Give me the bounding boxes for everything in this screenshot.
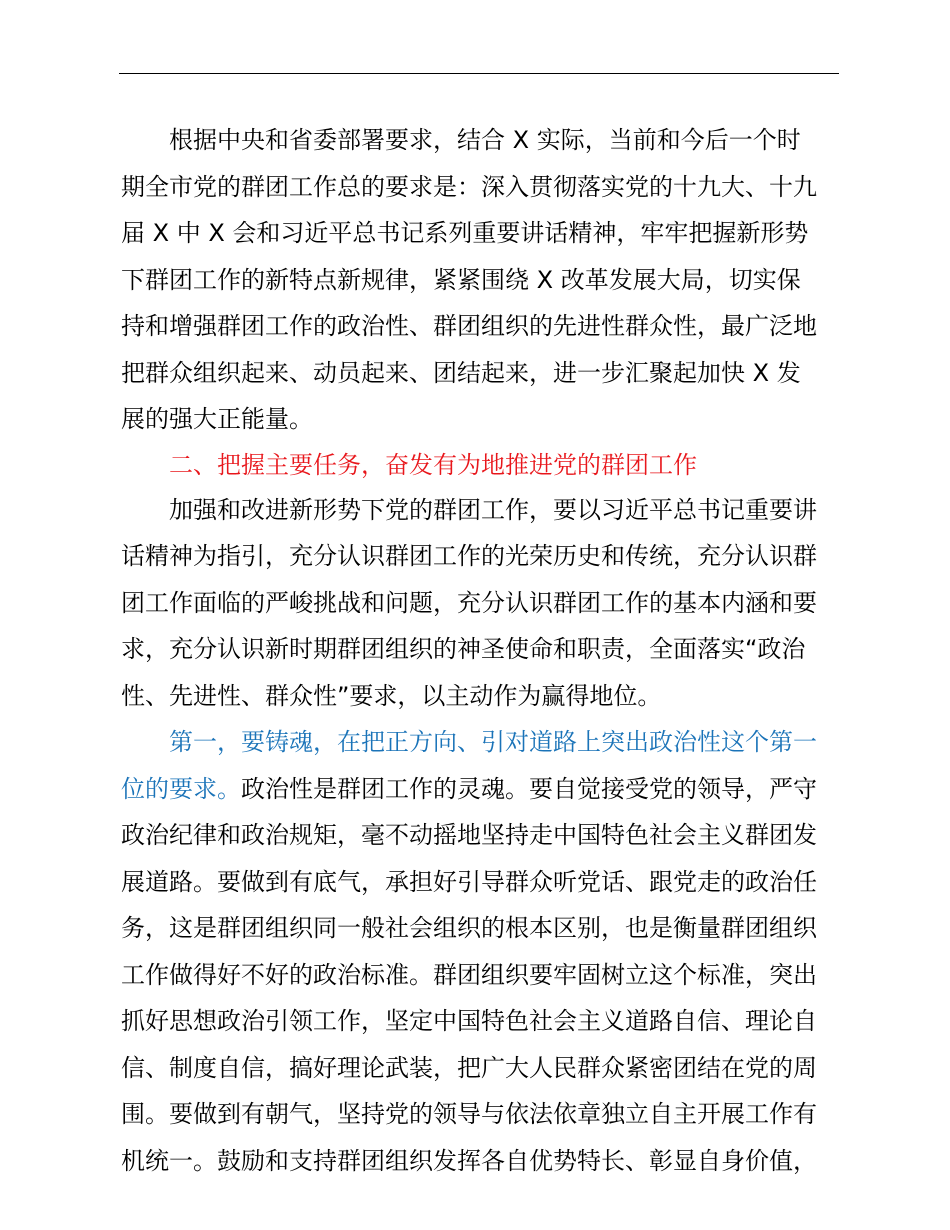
paragraph-first-point — [121, 719, 841, 1184]
text-line: 展的强大正能量。 — [121, 405, 313, 433]
text-line: 求，充分认识新时期群团组织的神圣使命和职责，全面落实“政治 — [121, 635, 806, 663]
text-line: 把群众组织起来、动员起来、团结起来，进一步汇聚起加快 X 发 — [121, 358, 801, 387]
section-heading: 二、把握主要任务，奋发有为地推进党的群团工作 — [169, 450, 697, 479]
text-line: 话精神为指引，充分认识群团工作的光荣历史和传统，充分认识群 — [121, 542, 817, 570]
text-line: 务，这是群团组织同一般社会组织的根本区别，也是衡量群团组织 — [121, 914, 817, 942]
text-line: 加强和改进新形势下党的群团工作，要以习近平总书记重要讲 — [169, 495, 817, 524]
text-line: 根据中央和省委部署要求，结合 X 实际，当前和今后一个时 — [169, 126, 801, 154]
text-line: 团工作面临的严峻挑战和问题，充分认识群团工作的基本内涵和要 — [121, 588, 817, 617]
mixed-line — [121, 766, 841, 813]
paragraph-requirements — [121, 117, 841, 443]
text-line: 下群团工作的新特点新规律，紧紧围绕 X 改革发展大局，切实保 — [121, 265, 801, 294]
text-line: 期全市党的群团工作总的要求是：深入贯彻落实党的十九大、十九 — [121, 172, 817, 201]
text-line: 展道路。要做到有底气，承担好引导群众听党话、跟党走的政治任 — [121, 867, 817, 896]
text-line: 机统一。鼓励和支持群团组织发挥各自优势特长、彰显自身价值， — [121, 1146, 817, 1175]
text-line: 抓好思想政治引领工作，坚定中国特色社会主义道路自信、理论自 — [121, 1007, 817, 1035]
text-line: 届 X 中 X 会和习近平总书记系列重要讲话精神，牢牢把握新形势 — [121, 219, 809, 247]
emphasis-line: 第一，要铸魂，在把正方向、引对道路上突出政治性这个第一 — [169, 728, 817, 756]
text-line: 工作做得好不好的政治标准。群团组织要牢固树立这个标准，突出 — [121, 960, 817, 989]
document-body — [121, 117, 841, 1184]
emphasis-text: 位的要求。 — [121, 774, 241, 803]
paragraph-tasks — [121, 487, 841, 720]
text-line: 性、先进性、群众性”要求，以主动作为赢得地位。 — [121, 681, 662, 710]
text-line: 围。要做到有朝气，坚持党的领导与依法依章独立自主开展工作有 — [121, 1100, 817, 1128]
text-line: 信、制度自信，搞好理论武装，把广大人民群众紧密团结在党的周 — [121, 1053, 817, 1082]
text-line: 政治纪律和政治规矩，毫不动摇地坚持走中国特色社会主义群团发 — [121, 821, 817, 849]
text-segment: 政治性是群团工作的灵魂。要自觉接受党的领导，严守 — [241, 774, 817, 803]
header-rule — [119, 73, 839, 74]
text-line: 持和增强群团工作的政治性、群团组织的先进性群众性，最广泛地 — [121, 312, 817, 340]
